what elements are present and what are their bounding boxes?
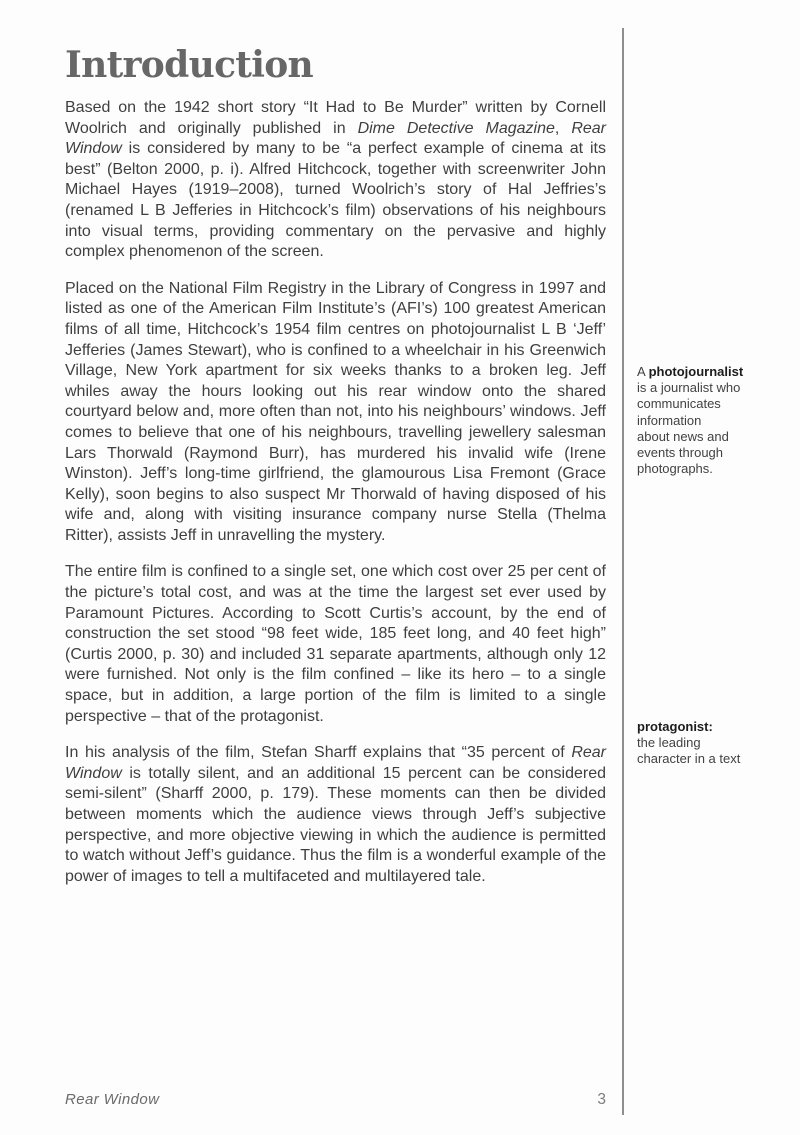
italic-text: Rear Window [65, 744, 606, 782]
text-segment: is a journalist who [637, 380, 741, 396]
text-segment: photographs. [637, 461, 713, 477]
italic-text: Rear Window [65, 119, 607, 158]
bold-text: photojournalist [648, 364, 744, 379]
paragraph [65, 279, 606, 547]
text-segment: A [637, 364, 649, 379]
main-text-column [65, 44, 607, 903]
text-segment: is considered by many to be “a perfect example of cinema at its best” (Belton 2000, p. i). Alfred Hitchcock, together with screenwriter John Michael Hayes (1919–2008), turned Woolrich’s story of Hal Jeffries’s (renamed L B Jefferies in Hitchcock’s film) observations of his neighbours into visual terms, providing commentary on the pervasive and highly complex phenomenon of the screen. [65, 140, 606, 261]
text-segment: Placed on the National Film Registry in the Library of Congress in 1997 and listed as one of the American Film Institute’s (AFI’s) 100 greatest American films of all time, Hitchcock’s 1954 film centres on photojournalist L B ‘Jeff’ Jefferies (James Stewart), who is confined to a wheelchair in his Greenwich Village, New York apartment for six weeks thanks to a broken leg. Jeff whiles away the hours looking out his rear window onto the shared courtyard below and, more often than not, into his neighbours’ windows. Jeff comes to believe that one of his neighbours, travelling jewellery salesman Lars Thorwald (Raymond Burr), has murdered his invalid wife (Irene Winston). Jeff’s long-time girlfriend, the glamourous Lisa Fremont (Grace Kelly), soon begins to also suspect Mr Thorwald of having disposed of his wife and, along with visiting insurance company nurse Stella (Thelma Ritter), assists Jeff in unravelling the mystery. [65, 279, 606, 544]
footer-book-title: Rear Window [65, 1091, 160, 1108]
text-segment: events through [637, 445, 724, 461]
margin-note-photojournalist [637, 364, 745, 477]
page-title: Introduction [65, 44, 313, 86]
body-paragraphs [65, 98, 606, 887]
text-segment: character in a text [637, 751, 741, 767]
paragraph [65, 562, 606, 727]
bold-text: protagonist: [637, 719, 713, 734]
margin-note-protagonist [637, 719, 745, 768]
text-segment: In his analysis of the film, Stefan Sharff explains that “35 percent of [65, 744, 572, 762]
text-segment: , [554, 119, 572, 137]
text-segment: Based on the 1942 short story “It Had to Be Murder” written by Cornell Woolrich and originally published in [65, 99, 606, 137]
paragraph [65, 98, 606, 263]
text-segment: information [637, 412, 702, 428]
italic-text: Dime Detective Magazine [357, 119, 555, 137]
paragraph [65, 743, 606, 887]
page-footer [65, 1091, 606, 1109]
text-segment: is totally silent, and an additional 15 percent can be considered semi-silent” (Sharff 2000, p. 179). These moments can then be divided between moments which the audience views through Jeff’s subjective perspective, and more objective viewing in which the audience is permitted to watch without Jeff’s guidance. Thus the film is a wonderful example of the power of images to tell a multifaceted and multilayered tale. [65, 764, 606, 885]
text-segment: communicates [637, 396, 721, 412]
text-segment: about news and [637, 428, 729, 444]
text-segment: The entire film is confined to a single set, one which cost over 25 per cent of the picture’s total cost, and was at the time the largest set ever used by Paramount Pictures. According to Scott Curtis’s account, by the end of construction the set stood “98 feet wide, 185 feet long, and 40 feet high” (Curtis 2000, p. 30) and included 31 separate apartments, although only 12 were furnished. Not only is the film confined – like its hero – to a single space, but in addition, a large portion of the film is limited to a single perspective – that of the protagonist. [65, 563, 606, 725]
margin-divider-line [622, 28, 624, 1115]
footer-page-number: 3 [597, 1091, 606, 1108]
text-segment: the leading [637, 735, 701, 751]
